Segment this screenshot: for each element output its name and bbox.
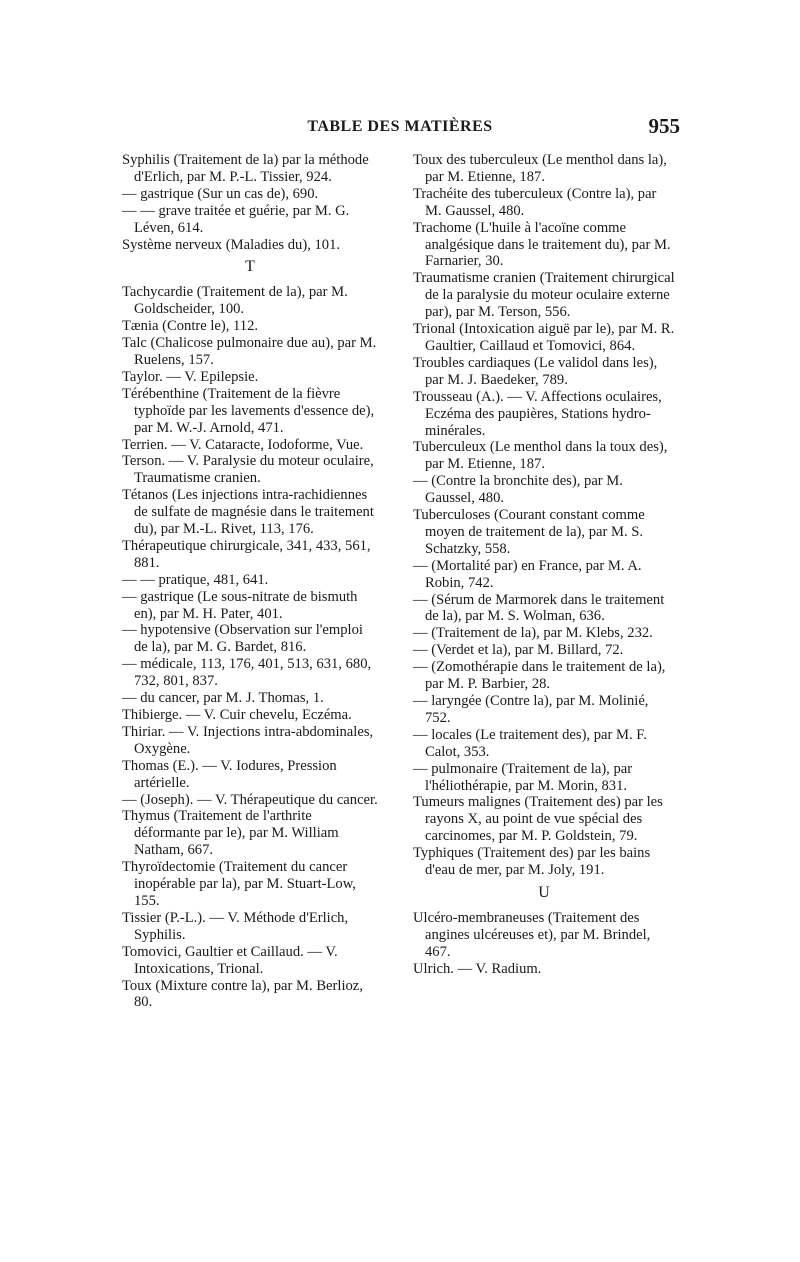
index-entry: Thibierge. — V. Cuir chevelu, Eczéma. xyxy=(122,707,352,723)
index-entry: — (Sérum de Marmorek dans le traitement de la), par M. S. Wolman, 636. xyxy=(413,591,665,625)
index-entry: Toux (Mixture contre la), par M. Berlioz, 80. xyxy=(122,977,363,1011)
right-column xyxy=(413,152,675,978)
index-entry: Trachome (L'huile à l'acoïne comme analgésique dans le traitement du), par M. Farnarier, 30. xyxy=(413,219,671,270)
index-entry: Tuberculoses (Courant constant comme moyen de traitement de la), par M. S. Schatzky, 558. xyxy=(413,507,645,557)
index-entry: Système nerveux (Maladies du), 101. xyxy=(122,236,341,253)
index-entry: Ulrich. — V. Radium. xyxy=(413,960,542,977)
index-entry: — — grave traitée et guérie, par M. G. Léven, 614. xyxy=(122,202,350,236)
index-entry: Trachéite des tuberculeux (Contre la), par M. Gaussel, 480. xyxy=(413,185,657,219)
index-entry: — gastrique (Le sous-nitrate de bismuth en), par M. H. Pater, 401. xyxy=(122,588,358,622)
index-entry: Tachycardie (Traitement de la), par M. Goldscheider, 100. xyxy=(122,284,348,318)
index-entry: — — pratique, 481, 641. xyxy=(122,571,269,588)
running-title: TABLE DES MATIÈRES xyxy=(307,118,493,135)
index-entry: — locales (Le traitement des), par M. F. Calot, 353. xyxy=(413,726,647,760)
index-entry: Tétanos (Les injections intra-rachidiennes de sulfate de magnésie dans le traitement du), par M.-L. Rivet, 113, 176. xyxy=(122,487,374,538)
index-entry: Tomovici, Gaultier et Caillaud. — V. Intoxications, Trional. xyxy=(122,943,338,977)
index-entry: — (Mortalité par) en France, par M. A. Robin, 742. xyxy=(413,557,642,591)
section-letter-u: U xyxy=(538,883,550,901)
index-entry: — laryngée (Contre la), par M. Molinié, 752. xyxy=(413,693,649,726)
index-entry: — gastrique (Sur un cas de), 690. xyxy=(122,185,319,202)
left-entries-after xyxy=(122,284,378,1011)
index-entry: Troubles cardiaques (Le validol dans les), par M. J. Baedeker, 789. xyxy=(413,354,658,388)
index-entry: — (Zomothérapie dans le traitement de la), par M. P. Barbier, 28. xyxy=(413,659,666,693)
index-entry: Thomas (E.). — V. Iodures, Pression artérielle. xyxy=(122,757,337,791)
index-entry: Tumeurs malignes (Traitement des) par les rayons X, au point de vue spécial des carcinomes, par M. P. Goldstein, 79. xyxy=(413,794,663,845)
index-entry: — du cancer, par M. J. Thomas, 1. xyxy=(122,690,324,707)
index-entry: Thyroïdectomie (Traitement du cancer inopérable par la), par M. Stuart-Low, 155. xyxy=(122,859,356,909)
index-entry: Thiriar. — V. Injections intra-abdominales, Oxygène. xyxy=(122,723,374,757)
left-entries-before xyxy=(122,152,378,253)
index-entry: Térébenthine (Traitement de la fièvre typhoïde par les lavements d'essence de), par M. W.-J. Arnold, 471. xyxy=(122,385,375,436)
section-letter-t: T xyxy=(245,258,255,276)
index-entry: — (Verdet et la), par M. Billard, 72. xyxy=(413,642,624,659)
index-entry: Typhiques (Traitement des) par les bains d'eau de mer, par M. Joly, 191. xyxy=(413,845,651,879)
right-entries-after xyxy=(413,910,675,978)
index-entry: Talc (Chalicose pulmonaire due au), par M. Ruelens, 157. xyxy=(122,335,377,368)
index-entry: Trousseau (A.). — V. Affections oculaires, Eczéma des paupières, Stations hydro-minérales. xyxy=(413,388,662,439)
index-entry: Terson. — V. Paralysie du moteur oculaire, Traumatisme cranien. xyxy=(122,453,374,487)
index-entry: Tænia (Contre le), 112. xyxy=(122,318,259,335)
index-entry: — médicale, 113, 176, 401, 513, 631, 680, 732, 801, 837. xyxy=(122,656,372,690)
index-entry: Tuberculeux (Le menthol dans la toux des), par M. Etienne, 187. xyxy=(413,439,668,473)
index-entry: — pulmonaire (Traitement de la), par l'héliothérapie, par M. Morin, 831. xyxy=(413,760,633,794)
index-entry: — hypotensive (Observation sur l'emploi de la), par M. G. Bardet, 816. xyxy=(122,622,363,656)
page-header xyxy=(120,112,680,142)
index-entry: — (Traitement de la), par M. Klebs, 232. xyxy=(413,625,653,642)
index-entry: — (Contre la bronchite des), par M. Gaussel, 480. xyxy=(413,473,623,507)
left-column xyxy=(122,152,378,1011)
index-entry: Terrien. — V. Cataracte, Iodoforme, Vue. xyxy=(122,436,364,453)
index-entry: Thymus (Traitement de l'arthrite déformante par le), par M. William Natham, 667. xyxy=(122,808,339,859)
index-entry: Toux des tuberculeux (Le menthol dans la), par M. Etienne, 187. xyxy=(413,152,667,185)
index-entry: Syphilis (Traitement de la) par la méthode d'Erlich, par M. P.-L. Tissier, 924. xyxy=(122,152,369,185)
index-entry: Traumatisme cranien (Traitement chirurgical de la paralysie du moteur oculaire externe par), par M. Terson, 556. xyxy=(413,270,675,321)
index-entry: — (Joseph). — V. Thérapeutique du cancer. xyxy=(122,791,378,808)
index-entry: Tissier (P.-L.). — V. Méthode d'Erlich, Syphilis. xyxy=(122,909,349,943)
index-entry: Trional (Intoxication aiguë par le), par M. R. Gaultier, Caillaud et Tomovici, 864. xyxy=(413,321,675,354)
index-entry: Thérapeutique chirurgicale, 341, 433, 561, 881. xyxy=(122,537,371,571)
page-number: 955 xyxy=(648,114,680,138)
right-entries-before xyxy=(413,152,675,879)
index-entry: Ulcéro-membraneuses (Traitement des angines ulcéreuses et), par M. Brindel, 467. xyxy=(413,909,651,960)
index-entry: Taylor. — V. Epilepsie. xyxy=(122,368,259,385)
